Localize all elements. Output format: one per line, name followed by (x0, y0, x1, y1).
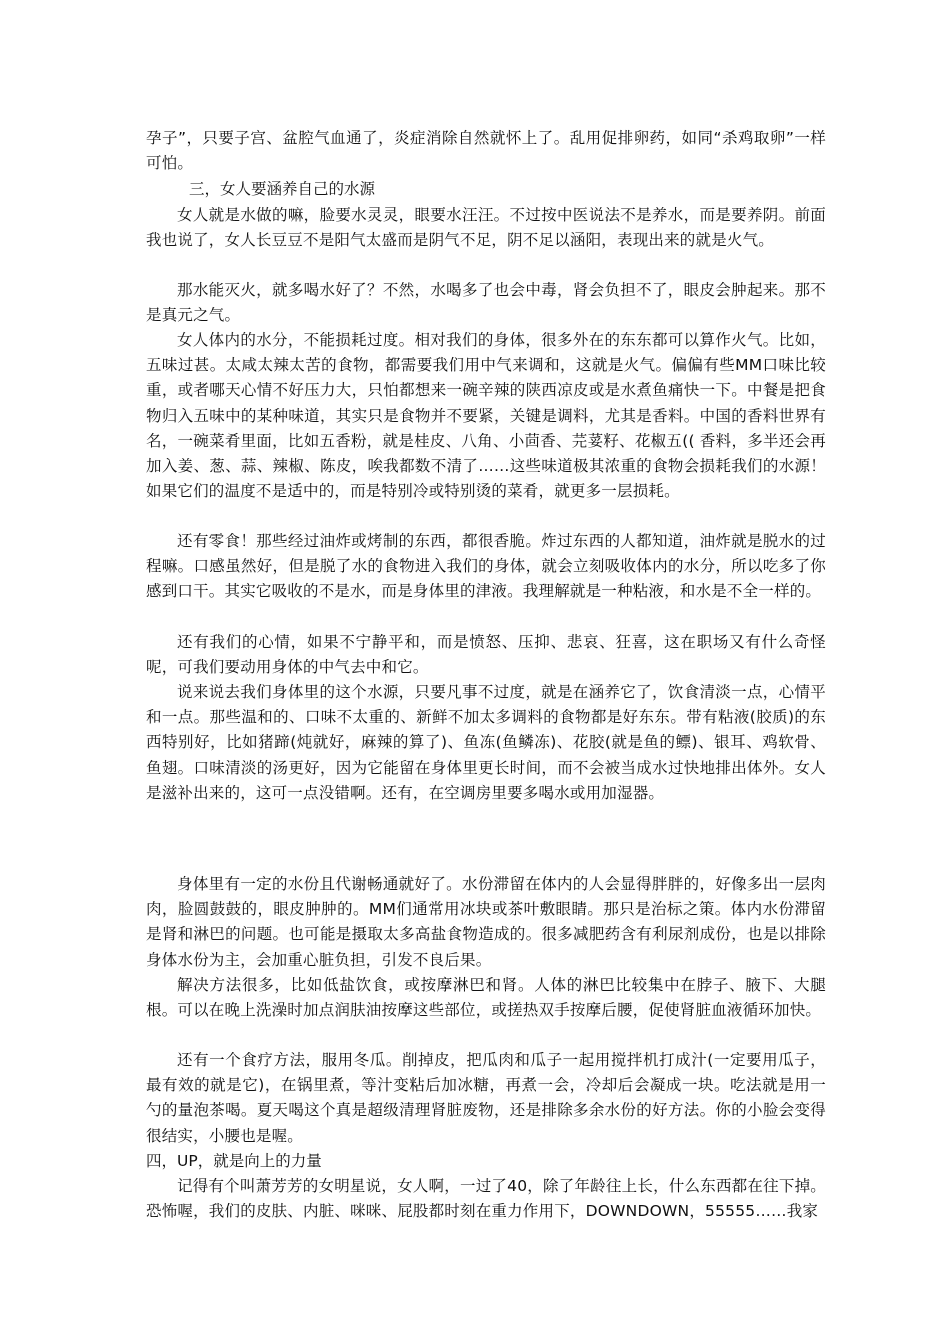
section-heading-3: 三，女人要涵养自己的水源 (189, 180, 376, 198)
paragraph: 女人体内的水分，不能损耗过度。相对我们的身体，很多外在的东东都可以算作火气。比如，五味过甚。太咸太辣太苦的食物，都需要我们用中气来调和，这就是火气。偏偏有些MM口味比较重，或者哪天心情不好压力大，只怕都想来一碗辛辣的陕西凉皮或是水煮鱼痛快一下。中餐是把食物归入五味中的某种味道，其实只是食物并不要紧，关键是调料，尤其是香料。中国的香料世界有名，一碗菜肴里面，比如五香粉，就是桂皮、八角、小茴香、芫荽籽、花椒五(( 香料，多半还会再加入姜、葱、蒜、辣椒、陈皮，唉我都数不清了……这些味道极其浓重的食物会损耗我们的水源！如果它们的温度不是适中的，而是特别冷或特别烫的菜肴，就更多一层损耗。 (146, 331, 826, 501)
paragraph: 身体里有一定的水份且代谢畅通就好了。水份滞留在体内的人会显得胖胖的，好像多出一层肉肉，脸圆鼓鼓的，眼皮肿肿的。MM们通常用冰块或茶叶敷眼睛。那只是治标之策。体内水份滞留是肾和淋巴的问题。也可能是摄取太多高盐食物造成的。很多减肥药含有利尿剂成份，也是以排除身体水份为主，会加重心脏负担，引发不良后果。 (146, 875, 826, 969)
paragraph-continuation: 孕子”，只要子宫、盆腔气血通了，炎症消除自然就怀上了。乱用促排卵药，如同“杀鸡取卵”一样可怕。 (146, 129, 826, 173)
paragraph: 还有零食！那些经过油炸或烤制的东西，都很香脆。炸过东西的人都知道，油炸就是脱水的过程嘛。口感虽然好，但是脱了水的食物进入我们的身体，就会立刻吸收体内的水分，所以吃多了你感到口干。其实它吸收的不是水，而是身体里的津液。我理解就是一种粘液，和水是不全一样的。 (146, 532, 826, 601)
paragraph: 记得有个叫萧芳芳的女明星说，女人啊，一过了40，除了年龄往上长，什么东西都在往下掉。恐怖喔，我们的皮肤、内脏、咪咪、屁股都时刻在重力作用下，DOWNDOWN，55555……我家 (146, 1177, 826, 1221)
paragraph: 女人就是水做的嘛，脸要水灵灵，眼要水汪汪。不过按中医说法不是养水，而是要养阴。前面我也说了，女人长豆豆不是阳气太盛而是阴气不足，阴不足以涵阳，表现出来的就是火气。 (146, 206, 826, 250)
paragraph: 还有我们的心情，如果不宁静平和，而是愤怒、压抑、悲哀、狂喜，这在职场又有什么奇怪呢，可我们要动用身体的中气去中和它。 (146, 633, 826, 677)
paragraph: 解决方法很多，比如低盐饮食，或按摩淋巴和肾。人体的淋巴比较集中在脖子、腋下、大腿根。可以在晚上洗澡时加点润肤油按摩这些部位，或搓热双手按摩后腰，促使肾脏血液循环加快。 (146, 976, 826, 1020)
paragraph: 还有一个食疗方法，服用冬瓜。削掉皮，把瓜肉和瓜子一起用搅拌机打成汁(一定要用瓜子，最有效的就是它)，在锅里煮，等汁变粘后加冰糖，再煮一会，冷却后会凝成一块。吃法就是用一勺的量泡茶喝。夏天喝这个真是超级清理肾脏废物，还是排除多余水份的好方法。你的小脸会变得很结实，小腰也是喔。 (146, 1051, 826, 1145)
section-heading-4: 四，UP，就是向上的力量 (146, 1152, 322, 1170)
paragraph: 说来说去我们身体里的这个水源，只要凡事不过度，就是在涵养它了，饮食清淡一点，心情平和一点。那些温和的、口味不太重的、新鲜不加太多调料的食物都是好东东。带有粘液(胶质)的东西特别好，比如猪蹄(炖就好，麻辣的算了)、鱼冻(鱼鳞冻)、花胶(就是鱼的鳔)、银耳、鸡软骨、鱼翅。口味清淡的汤更好，因为它能留在身体里更长时间，而不会被当成水过快地排出体外。女人是滋补出来的，这可一点没错啊。还有，在空调房里要多喝水或用加湿器。 (146, 683, 826, 802)
paragraph: 那水能灭火，就多喝水好了？不然，水喝多了也会中毒，肾会负担不了，眼皮会肿起来。那不是真元之气。 (146, 281, 826, 325)
